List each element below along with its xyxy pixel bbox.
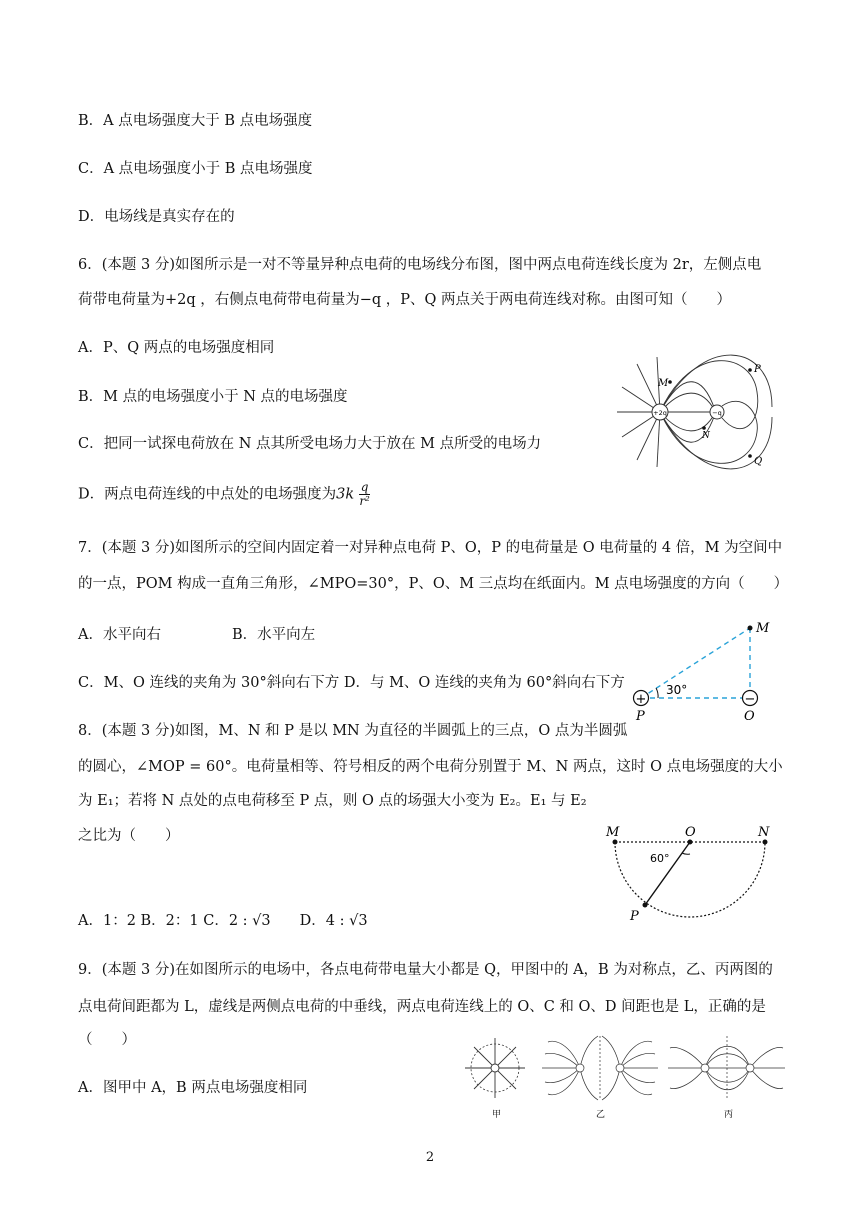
q8-semicircle-figure: [600, 822, 790, 932]
q7-stem-line1: 7．(本题 3 分)如图所示的空间内固定着一对异种点电荷 P、O，P 的电荷量是 O 电荷量的 4 倍，M 为空间中: [78, 540, 783, 556]
fraction-denominator: r²: [359, 494, 370, 508]
fraction-numerator: q: [360, 480, 369, 494]
q6-point-p: P: [754, 364, 761, 375]
q6-option-d-fraction: [359, 481, 371, 508]
q8-point-p: P: [630, 909, 639, 924]
q8-angle-label: 60°: [650, 852, 670, 865]
q7-triangle-figure: [622, 616, 782, 726]
q8-point-m: M: [606, 825, 620, 840]
q6-option-d-text: D．两点电荷连线的中点处的电场强度为: [78, 486, 337, 503]
q6-right-charge-label: −q: [712, 409, 722, 417]
page-number: 2: [425, 1150, 435, 1165]
q7-point-o: O: [744, 709, 755, 724]
q7-point-m: M: [756, 621, 770, 636]
q7-stem-line2: 的一点，POM 构成一直角三角形，∠MPO=30°，P、O、M 三点均在纸面内。M 点电场强度的方向（ ）: [78, 576, 789, 592]
q9-figure-yi: [542, 1036, 658, 1100]
q9-figure-bing: [668, 1036, 785, 1100]
q9-option-a: A．图甲中 A，B 两点电场强度相同: [78, 1080, 308, 1096]
q9-figure-jia: [465, 1038, 525, 1120]
q8-stem-line3: 为 E₁；若将 N 点处的点电荷移至 P 点，则 O 点的场强大小变为 E₂。E₁ 与 E₂: [78, 793, 587, 809]
q6-point-n: N: [702, 431, 710, 441]
q9-stem-line3: （ ）: [78, 1032, 136, 1048]
q9-caption-yi: 乙: [596, 1110, 606, 1120]
q8-stem-line1: 8．(本题 3 分)如图，M、N 和 P 是以 MN 为直径的半圆弧上的三点，O 点为半圆弧: [78, 723, 628, 739]
q6-stem-line1: 6．(本题 3 分)如图所示是一对不等量异种点电荷的电场线分布图，图中两点电荷连线长度为 2r，左侧点电: [78, 257, 762, 273]
q7-angle-label: 30°: [666, 683, 688, 697]
q7-option-cd: C．M、O 连线的夹角为 30°斜向右下方 D．与 M、O 连线的夹角为 60°斜向右下方: [78, 675, 625, 691]
q5-option-d: D．电场线是真实存在的: [78, 209, 235, 225]
q8-point-n: N: [758, 825, 770, 840]
q8-point-o: O: [685, 825, 696, 840]
q7-plus-sign: +: [635, 692, 647, 707]
q9-caption-bing: 丙: [724, 1110, 734, 1120]
q7-minus-sign: −: [744, 692, 756, 707]
q7-option-b: B．水平向左: [232, 627, 316, 643]
q6-option-c: C．把同一试探电荷放在 N 点其所受电场力大于放在 M 点所受的电场力: [78, 436, 542, 452]
q7-option-a: A．水平向右: [78, 627, 161, 643]
q6-point-q: Q: [754, 456, 763, 467]
q7-point-p: P: [636, 709, 645, 724]
q6-option-d: [78, 481, 370, 508]
q9-field-figures: [460, 1034, 790, 1120]
q8-stem-line4: 之比为（ ）: [78, 828, 180, 844]
q9-stem-line1: 9．(本题 3 分)在如图所示的电场中，各点电荷带电量大小都是 Q，甲图中的 A，B 为对称点，乙、丙两图的: [78, 962, 773, 978]
q6-field-line-figure: [612, 352, 782, 472]
q6-point-m: M: [658, 378, 669, 389]
q5-option-b: B．A 点电场强度大于 B 点电场强度: [78, 113, 313, 129]
q6-left-charge-label: +2q: [653, 409, 667, 417]
q9-stem-line2: 点电荷间距都为 L，虚线是两侧点电荷的中垂线，两点电荷连线上的 O、C 和 O、D 间距也是 L，正确的是: [78, 999, 766, 1015]
q6-option-a: A．P、Q 两点的电场强度相同: [78, 340, 275, 356]
q6-stem-line2: 荷带电荷量为+2q ，右侧点电荷带电荷量为−q ，P、Q 两点关于两电荷连线对称。由图可知（ ）: [78, 292, 732, 308]
q6-option-d-coef: 3k: [336, 486, 355, 503]
q8-options: A．1：2 B．2：1 C．2 : √3 D．4 : √3: [78, 913, 368, 929]
q6-option-b: B．M 点的电场强度小于 N 点的电场强度: [78, 389, 348, 405]
q9-caption-jia: 甲: [492, 1110, 502, 1120]
q5-option-c: C．A 点电场强度小于 B 点电场强度: [78, 161, 313, 177]
q8-stem-line2: 的圆心，∠MOP = 60°。电荷量相等、符号相反的两个电荷分别置于 M、N 两点，这时 O 点电场强度的大小: [78, 759, 783, 775]
